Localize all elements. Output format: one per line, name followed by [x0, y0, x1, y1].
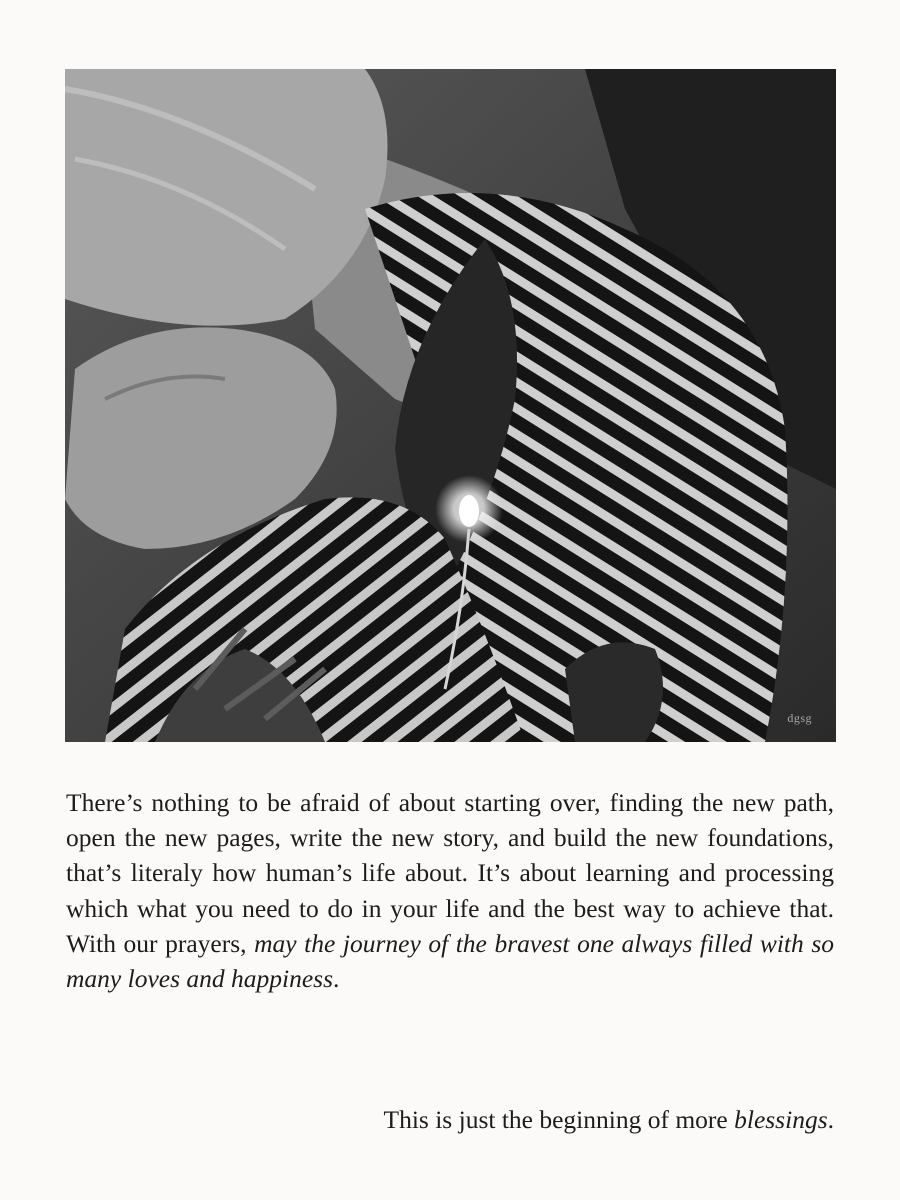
closing-end-punctuation: .: [827, 1105, 834, 1134]
caption-end-punctuation: .: [333, 964, 340, 994]
closing-line: [384, 1102, 834, 1138]
photo-watermark: dgsg: [787, 711, 812, 725]
caption-italic-text: may the journey of the bravest one always filled with so many loves and happiness: [66, 928, 835, 994]
photo-illustration: [65, 69, 836, 742]
closing-plain-text: This is just the beginning of more: [383, 1105, 728, 1134]
caption-paragraph: [66, 785, 834, 996]
caption-plain-text: There’s nothing to be afraid of about starting over, finding the new path, open the new pages, write the new story, and build the new foundations, that’s literaly how human’s life about. It’s about learning and processing which what you need to do in your life and the best way to achieve that. With our prayers,: [66, 788, 834, 958]
closing-italic-text: blessings: [734, 1105, 828, 1134]
photo: [65, 69, 836, 742]
